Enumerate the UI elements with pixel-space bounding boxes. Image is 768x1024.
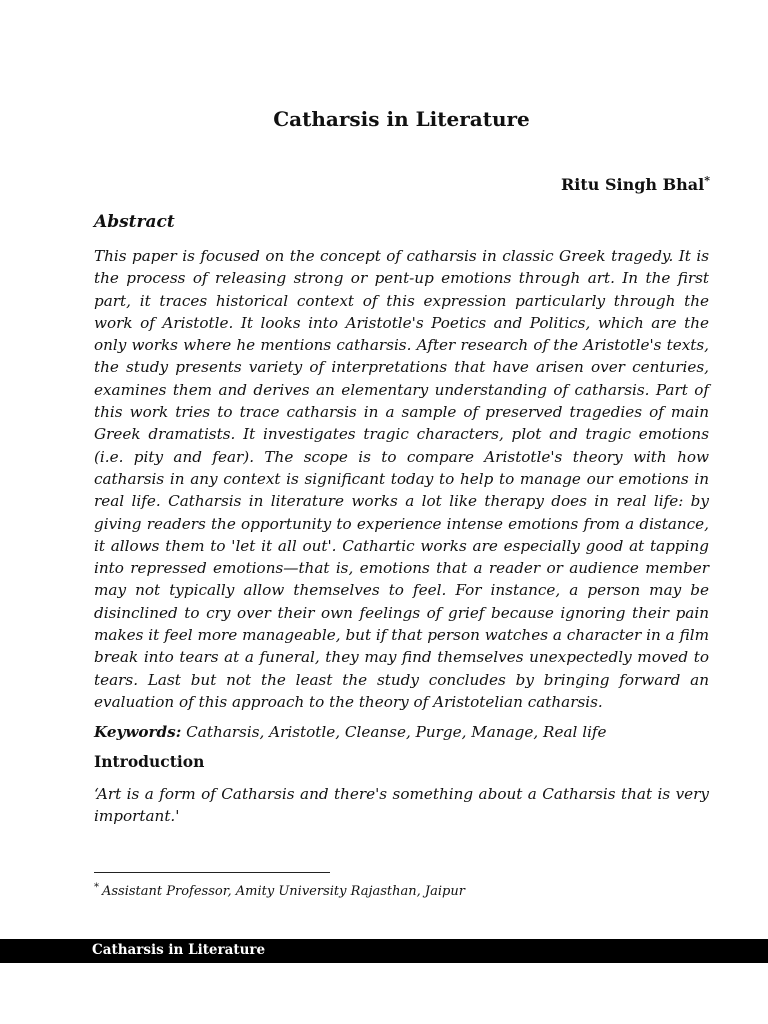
footnote-marker: * bbox=[94, 882, 99, 893]
footnote-text: Assistant Professor, Amity University Rajasthan, Jaipur bbox=[102, 884, 465, 899]
introduction-quote: ‘Art is a form of Catharsis and there's something about a Catharsis that is very important.' bbox=[94, 785, 709, 826]
paper-title: Catharsis in Literature bbox=[273, 107, 530, 131]
author-footnote-marker: * bbox=[704, 174, 710, 187]
keywords-line bbox=[94, 721, 709, 743]
footnote bbox=[94, 882, 465, 899]
keywords-value: Catharsis, Aristotle, Cleanse, Purge, Manage, Real life bbox=[186, 723, 607, 741]
abstract-heading: Abstract bbox=[94, 212, 175, 232]
running-footer-bar bbox=[0, 939, 768, 963]
author-line bbox=[561, 174, 710, 194]
introduction-heading: Introduction bbox=[94, 752, 205, 771]
author-name: Ritu Singh Bhal bbox=[561, 175, 705, 194]
footnote-divider bbox=[94, 872, 330, 873]
abstract-body: This paper is focused on the concept of catharsis in classic Greek tragedy. It is the process of releasing strong or pent-up emotions through art. In the first part, it traces historical context of this expression particularly through the work of Aristotle. It looks into Aristotle's Poetics and Politics, which are the only works where he mentions catharsis. After research of the Aristotle's texts, the study presents variety of interpretations that have arisen over centuries, examines them and derives an elementary understanding of catharsis. Part of this work tries to trace catharsis in a sample of preserved tragedies of main Greek dramatists. It investigates tragic characters, plot and tragic emotions (i.e. pity and fear). The scope is to compare Aristotle's theory with how catharsis in any context is significant today to help to manage our emotions in real life. Catharsis in literature works a lot like therapy does in real life: by giving readers the opportunity to experience intense emotions from a distance, it allows them to 'let it all out'. Cathartic works are especially good at tapping into repressed emotions—that is, emotions that a reader or audience member may not typically allow themselves to feel. For instance, a person may be disinclined to cry over their own feelings of grief because ignoring their pain makes it feel more manageable, but if that person watches a character in a film break into tears at a funeral, they may find themselves unexpectedly moved to tears. Last but not the least the study concludes by bringing forward an evaluation of this approach to the theory of Aristotelian catharsis. bbox=[94, 247, 709, 711]
keywords-label: Keywords: bbox=[94, 723, 182, 741]
running-footer-title: Catharsis in Literature bbox=[92, 942, 266, 958]
